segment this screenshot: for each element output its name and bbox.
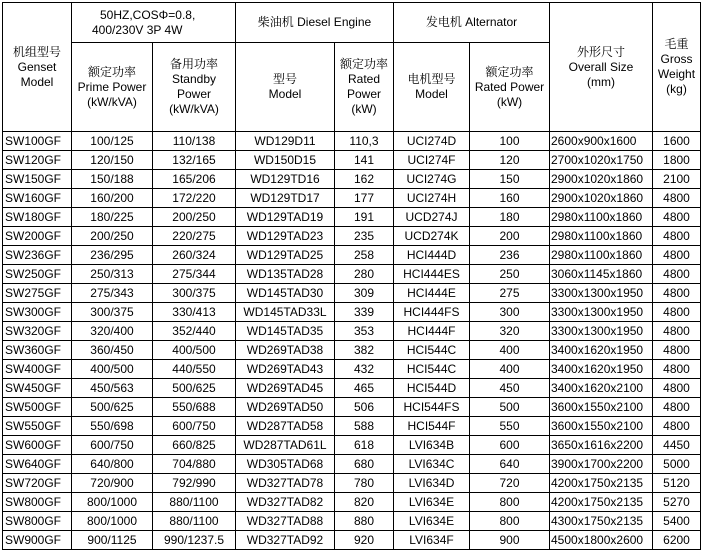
prime-power-cell: 200/250 (72, 227, 153, 246)
alternator-rated-power-cell: 400 (470, 360, 550, 379)
prime-power-cell: 600/750 (72, 436, 153, 455)
engine-rated-power-cell: 235 (335, 227, 394, 246)
engine-rated-power-cell: 820 (335, 493, 394, 512)
header-diesel-engine: 柴油机 Diesel Engine (236, 3, 394, 43)
alternator-model-cell: LVI634D (394, 474, 470, 493)
engine-model-cell: WD129TD16 (236, 170, 335, 189)
alternator-model-cell: UCD274J (394, 208, 470, 227)
prime-power-cell: 320/400 (72, 322, 153, 341)
standby-power-cell: 990/1237.5 (153, 531, 236, 550)
genset-model-cell: SW800GF (3, 512, 72, 531)
engine-rated-power-cell: 258 (335, 246, 394, 265)
gross-weight-cell: 1600 (653, 132, 701, 151)
alternator-rated-power-cell: 180 (470, 208, 550, 227)
engine-model-cell: WD135TAD28 (236, 265, 335, 284)
engine-rated-power-cell: 353 (335, 322, 394, 341)
standby-power-cell: 500/625 (153, 379, 236, 398)
table-row (3, 474, 701, 493)
standby-power-cell: 110/138 (153, 132, 236, 151)
prime-power-cell: 800/1000 (72, 512, 153, 531)
table-body (3, 132, 701, 550)
table-row (3, 227, 701, 246)
gross-weight-cell: 4800 (653, 379, 701, 398)
engine-rated-power-cell: 309 (335, 284, 394, 303)
header-power-group: 50HZ,COSΦ=0.8, 400/230V 3P 4W (72, 3, 236, 43)
engine-model-cell: WD327TAD92 (236, 531, 335, 550)
genset-model-cell: SW275GF (3, 284, 72, 303)
table-row (3, 322, 701, 341)
header-alternator-rated-power: 额定功率 Rated Power (kW) (470, 43, 550, 132)
genset-model-cell: SW600GF (3, 436, 72, 455)
prime-power-cell: 720/900 (72, 474, 153, 493)
overall-size-cell: 4200x1750x2135 (550, 493, 653, 512)
alternator-model-cell: LVI634C (394, 455, 470, 474)
gross-weight-cell: 4800 (653, 246, 701, 265)
gross-weight-cell: 5000 (653, 455, 701, 474)
standby-power-cell: 165/206 (153, 170, 236, 189)
standby-power-cell: 550/688 (153, 398, 236, 417)
overall-size-cell: 2980x1100x1860 (550, 227, 653, 246)
table-row (3, 398, 701, 417)
table-row (3, 303, 701, 322)
alternator-rated-power-cell: 150 (470, 170, 550, 189)
gross-weight-cell: 4800 (653, 284, 701, 303)
alternator-model-cell: HCI444F (394, 322, 470, 341)
overall-size-cell: 4200x1750x2135 (550, 474, 653, 493)
gross-weight-cell: 5400 (653, 512, 701, 531)
prime-power-cell: 800/1000 (72, 493, 153, 512)
overall-size-cell: 2980x1100x1860 (550, 246, 653, 265)
engine-model-cell: WD129TD17 (236, 189, 335, 208)
table-row (3, 436, 701, 455)
alternator-model-cell: UCD274K (394, 227, 470, 246)
engine-model-cell: WD129TAD19 (236, 208, 335, 227)
alternator-model-cell: HCI444E (394, 284, 470, 303)
gross-weight-cell: 2100 (653, 170, 701, 189)
alternator-model-cell: UCI274D (394, 132, 470, 151)
table-row (3, 379, 701, 398)
table-row (3, 531, 701, 550)
overall-size-cell: 3600x1550x2100 (550, 417, 653, 436)
overall-size-cell: 3400x1620x1950 (550, 341, 653, 360)
alternator-rated-power-cell: 800 (470, 512, 550, 531)
prime-power-cell: 550/698 (72, 417, 153, 436)
alternator-rated-power-cell: 250 (470, 265, 550, 284)
engine-model-cell: WD269TAD38 (236, 341, 335, 360)
genset-model-cell: SW236GF (3, 246, 72, 265)
prime-power-cell: 300/375 (72, 303, 153, 322)
alternator-rated-power-cell: 320 (470, 322, 550, 341)
table-row (3, 151, 701, 170)
standby-power-cell: 400/500 (153, 341, 236, 360)
engine-model-cell: WD269TAD45 (236, 379, 335, 398)
alternator-rated-power-cell: 160 (470, 189, 550, 208)
overall-size-cell: 3300x1300x1950 (550, 322, 653, 341)
engine-model-cell: WD145TAD30 (236, 284, 335, 303)
alternator-rated-power-cell: 300 (470, 303, 550, 322)
engine-rated-power-cell: 280 (335, 265, 394, 284)
standby-power-cell: 300/375 (153, 284, 236, 303)
table-row (3, 284, 701, 303)
engine-model-cell: WD145TAD35 (236, 322, 335, 341)
table-row (3, 493, 701, 512)
alternator-rated-power-cell: 640 (470, 455, 550, 474)
alternator-rated-power-cell: 550 (470, 417, 550, 436)
overall-size-cell: 2900x1020x1860 (550, 189, 653, 208)
alternator-rated-power-cell: 236 (470, 246, 550, 265)
gross-weight-cell: 4800 (653, 227, 701, 246)
alternator-model-cell: UCI274H (394, 189, 470, 208)
table-row (3, 512, 701, 531)
alternator-model-cell: HCI544C (394, 360, 470, 379)
header-engine-rated-power: 额定功率 Rated Power (kW) (335, 43, 394, 132)
standby-power-cell: 880/1100 (153, 512, 236, 531)
genset-model-cell: SW300GF (3, 303, 72, 322)
genset-model-cell: SW250GF (3, 265, 72, 284)
genset-model-cell: SW320GF (3, 322, 72, 341)
header-prime-power: 额定功率 Prime Power (kW/kVA) (72, 43, 153, 132)
header-standby-power: 备用功率 Standby Power (kW/kVA) (153, 43, 236, 132)
engine-model-cell: WD269TAD43 (236, 360, 335, 379)
engine-rated-power-cell: 588 (335, 417, 394, 436)
header-alternator-model: 电机型号 Model (394, 43, 470, 132)
engine-model-cell: WD327TAD82 (236, 493, 335, 512)
alternator-model-cell: LVI634E (394, 512, 470, 531)
engine-rated-power-cell: 191 (335, 208, 394, 227)
alternator-rated-power-cell: 120 (470, 151, 550, 170)
engine-model-cell: WD145TAD33L (236, 303, 335, 322)
alternator-model-cell: HCI544FS (394, 398, 470, 417)
standby-power-cell: 200/250 (153, 208, 236, 227)
table-row (3, 417, 701, 436)
alternator-rated-power-cell: 275 (470, 284, 550, 303)
table-row (3, 265, 701, 284)
gross-weight-cell: 4800 (653, 360, 701, 379)
prime-power-cell: 160/200 (72, 189, 153, 208)
prime-power-cell: 275/343 (72, 284, 153, 303)
engine-rated-power-cell: 177 (335, 189, 394, 208)
engine-rated-power-cell: 506 (335, 398, 394, 417)
genset-model-cell: SW550GF (3, 417, 72, 436)
standby-power-cell: 260/324 (153, 246, 236, 265)
table-row (3, 189, 701, 208)
gross-weight-cell: 4800 (653, 417, 701, 436)
engine-model-cell: WD287TAD61L (236, 436, 335, 455)
engine-model-cell: WD129TAD25 (236, 246, 335, 265)
table-row (3, 360, 701, 379)
standby-power-cell: 880/1100 (153, 493, 236, 512)
genset-model-cell: SW150GF (3, 170, 72, 189)
table-row (3, 455, 701, 474)
engine-rated-power-cell: 141 (335, 151, 394, 170)
gross-weight-cell: 4800 (653, 303, 701, 322)
engine-model-cell: WD269TAD50 (236, 398, 335, 417)
gross-weight-cell: 4800 (653, 265, 701, 284)
engine-rated-power-cell: 339 (335, 303, 394, 322)
table-row (3, 341, 701, 360)
alternator-rated-power-cell: 600 (470, 436, 550, 455)
alternator-rated-power-cell: 500 (470, 398, 550, 417)
alternator-model-cell: UCI274G (394, 170, 470, 189)
gross-weight-cell: 6200 (653, 531, 701, 550)
standby-power-cell: 132/165 (153, 151, 236, 170)
genset-model-cell: SW120GF (3, 151, 72, 170)
overall-size-cell: 3300x1300x1950 (550, 284, 653, 303)
header-alternator: 发电机 Alternator (394, 3, 550, 43)
engine-rated-power-cell: 680 (335, 455, 394, 474)
table-row (3, 246, 701, 265)
overall-size-cell: 3900x1700x2200 (550, 455, 653, 474)
genset-model-cell: SW100GF (3, 132, 72, 151)
standby-power-cell: 704/880 (153, 455, 236, 474)
engine-model-cell: WD327TAD88 (236, 512, 335, 531)
genset-model-cell: SW900GF (3, 531, 72, 550)
engine-model-cell: WD150D15 (236, 151, 335, 170)
standby-power-cell: 220/275 (153, 227, 236, 246)
engine-rated-power-cell: 780 (335, 474, 394, 493)
overall-size-cell: 2900x1020x1860 (550, 170, 653, 189)
overall-size-cell: 4500x1800x2600 (550, 531, 653, 550)
standby-power-cell: 600/750 (153, 417, 236, 436)
overall-size-cell: 3060x1145x1860 (550, 265, 653, 284)
overall-size-cell: 3650x1616x2200 (550, 436, 653, 455)
prime-power-cell: 236/295 (72, 246, 153, 265)
gross-weight-cell: 4450 (653, 436, 701, 455)
alternator-rated-power-cell: 400 (470, 341, 550, 360)
alternator-rated-power-cell: 720 (470, 474, 550, 493)
prime-power-cell: 100/125 (72, 132, 153, 151)
alternator-rated-power-cell: 100 (470, 132, 550, 151)
alternator-model-cell: HCI444ES (394, 265, 470, 284)
engine-rated-power-cell: 432 (335, 360, 394, 379)
overall-size-cell: 3400x1620x2100 (550, 379, 653, 398)
prime-power-cell: 900/1125 (72, 531, 153, 550)
alternator-model-cell: LVI634E (394, 493, 470, 512)
overall-size-cell: 4300x1750x2135 (550, 512, 653, 531)
engine-rated-power-cell: 465 (335, 379, 394, 398)
engine-rated-power-cell: 162 (335, 170, 394, 189)
alternator-rated-power-cell: 200 (470, 227, 550, 246)
engine-model-cell: WD129D11 (236, 132, 335, 151)
header-overall-size: 外形尺寸 Overall Size (mm) (550, 3, 653, 132)
gross-weight-cell: 5120 (653, 474, 701, 493)
prime-power-cell: 400/500 (72, 360, 153, 379)
engine-rated-power-cell: 110,3 (335, 132, 394, 151)
gross-weight-cell: 4800 (653, 208, 701, 227)
gross-weight-cell: 4800 (653, 322, 701, 341)
overall-size-cell: 3400x1620x1950 (550, 360, 653, 379)
header-gross-weight: 毛重 Gross Weight (kg) (653, 3, 701, 132)
alternator-model-cell: LVI634B (394, 436, 470, 455)
table-row (3, 208, 701, 227)
overall-size-cell: 3300x1300x1950 (550, 303, 653, 322)
alternator-rated-power-cell: 450 (470, 379, 550, 398)
genset-model-cell: SW800GF (3, 493, 72, 512)
standby-power-cell: 660/825 (153, 436, 236, 455)
gross-weight-cell: 1800 (653, 151, 701, 170)
prime-power-cell: 450/563 (72, 379, 153, 398)
engine-model-cell: WD129TAD23 (236, 227, 335, 246)
gross-weight-cell: 4800 (653, 189, 701, 208)
alternator-model-cell: LVI634F (394, 531, 470, 550)
standby-power-cell: 440/550 (153, 360, 236, 379)
overall-size-cell: 2700x1020x1750 (550, 151, 653, 170)
prime-power-cell: 250/313 (72, 265, 153, 284)
alternator-model-cell: UCI274F (394, 151, 470, 170)
genset-model-cell: SW450GF (3, 379, 72, 398)
genset-model-cell: SW720GF (3, 474, 72, 493)
genset-model-cell: SW640GF (3, 455, 72, 474)
prime-power-cell: 640/800 (72, 455, 153, 474)
overall-size-cell: 2600x900x1600 (550, 132, 653, 151)
genset-model-cell: SW180GF (3, 208, 72, 227)
engine-model-cell: WD287TAD58 (236, 417, 335, 436)
header-engine-model: 型号 Model (236, 43, 335, 132)
genset-model-cell: SW200GF (3, 227, 72, 246)
gross-weight-cell: 5270 (653, 493, 701, 512)
alternator-model-cell: HCI544D (394, 379, 470, 398)
prime-power-cell: 500/625 (72, 398, 153, 417)
prime-power-cell: 120/150 (72, 151, 153, 170)
alternator-model-cell: HCI544F (394, 417, 470, 436)
prime-power-cell: 360/450 (72, 341, 153, 360)
engine-rated-power-cell: 920 (335, 531, 394, 550)
engine-rated-power-cell: 618 (335, 436, 394, 455)
standby-power-cell: 275/344 (153, 265, 236, 284)
standby-power-cell: 792/990 (153, 474, 236, 493)
table-row (3, 132, 701, 151)
prime-power-cell: 150/188 (72, 170, 153, 189)
alternator-model-cell: HCI444FS (394, 303, 470, 322)
alternator-rated-power-cell: 800 (470, 493, 550, 512)
engine-model-cell: WD305TAD68 (236, 455, 335, 474)
alternator-model-cell: HCI544C (394, 341, 470, 360)
gross-weight-cell: 4800 (653, 341, 701, 360)
engine-rated-power-cell: 382 (335, 341, 394, 360)
table-row (3, 170, 701, 189)
genset-model-cell: SW500GF (3, 398, 72, 417)
overall-size-cell: 3600x1550x2100 (550, 398, 653, 417)
prime-power-cell: 180/225 (72, 208, 153, 227)
gross-weight-cell: 4800 (653, 398, 701, 417)
engine-rated-power-cell: 880 (335, 512, 394, 531)
genset-spec-table (2, 2, 701, 550)
alternator-model-cell: HCI444D (394, 246, 470, 265)
standby-power-cell: 172/220 (153, 189, 236, 208)
genset-model-cell: SW360GF (3, 341, 72, 360)
alternator-rated-power-cell: 900 (470, 531, 550, 550)
genset-model-cell: SW400GF (3, 360, 72, 379)
engine-model-cell: WD327TAD78 (236, 474, 335, 493)
standby-power-cell: 330/413 (153, 303, 236, 322)
overall-size-cell: 2980x1100x1860 (550, 208, 653, 227)
genset-model-cell: SW160GF (3, 189, 72, 208)
standby-power-cell: 352/440 (153, 322, 236, 341)
header-genset-model: 机组型号 Genset Model (3, 3, 72, 132)
